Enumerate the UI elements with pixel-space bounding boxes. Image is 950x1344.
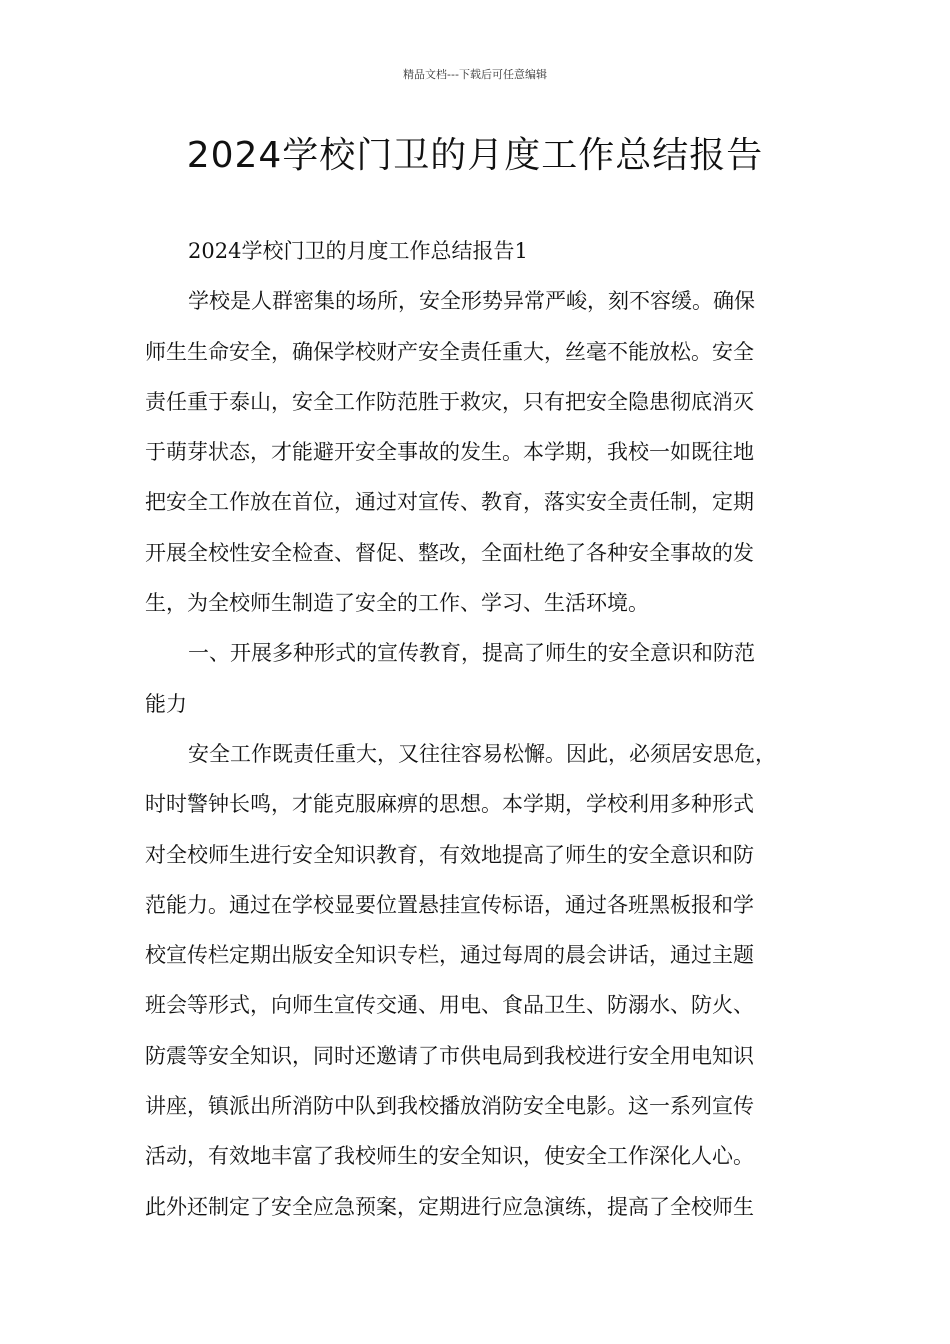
body-line: 生，为全校师生制造了安全的工作、学习、生活环境。 [145, 591, 649, 616]
body-line: 防震等安全知识，同时还邀请了市供电局到我校进行安全用电知识 [145, 1043, 754, 1068]
body-line: 师生生命安全，确保学校财产安全责任重大，丝毫不能放松。安全 [145, 339, 754, 364]
document-body [145, 235, 810, 1241]
body-line: 一、开展多种形式的宣传教育，提高了师生的安全意识和防范 [188, 641, 755, 666]
body-line: 学校是人群密集的场所，安全形势异常严峻，刻不容缓。确保 [188, 289, 755, 314]
body-line: 把安全工作放在首位，通过对宣传、教育，落实安全责任制，定期 [145, 490, 754, 515]
body-line: 此外还制定了安全应急预案，定期进行应急演练，提高了全校师生 [145, 1194, 754, 1219]
body-line: 开展全校性安全检查、督促、整改，全面杜绝了各种安全事故的发 [145, 540, 754, 565]
header-note: 精品文档---下载后可任意编辑 [403, 68, 547, 81]
body-line: 安全工作既责任重大，又往往容易松懈。因此，必须居安思危， [188, 741, 776, 766]
body-line: 对全校师生进行安全知识教育，有效地提高了师生的安全意识和防 [145, 842, 754, 867]
body-line: 2024学校门卫的月度工作总结报告1 [188, 239, 528, 263]
body-line: 校宣传栏定期出版安全知识专栏，通过每周的晨会讲话，通过主题 [145, 943, 754, 968]
body-line: 班会等形式，向师生宣传交通、用电、食品卫生、防溺水、防火、 [145, 993, 754, 1018]
document-title: 2024学校门卫的月度工作总结报告 [186, 135, 764, 176]
body-line: 能力 [145, 691, 187, 716]
body-line: 于萌芽状态，才能避开安全事故的发生。本学期，我校一如既往地 [145, 440, 754, 465]
body-line: 讲座，镇派出所消防中队到我校播放消防安全电影。这一系列宣传 [145, 1094, 754, 1119]
body-line: 责任重于泰山，安全工作防范胜于救灾，只有把安全隐患彻底消灭 [145, 389, 754, 414]
body-line: 时时警钟长鸣，才能克服麻痹的思想。本学期，学校利用多种形式 [145, 792, 754, 817]
body-line: 活动，有效地丰富了我校师生的安全知识，使安全工作深化人心。 [145, 1144, 754, 1169]
body-line: 范能力。通过在学校显要位置悬挂宣传标语，通过各班黑板报和学 [145, 892, 754, 917]
